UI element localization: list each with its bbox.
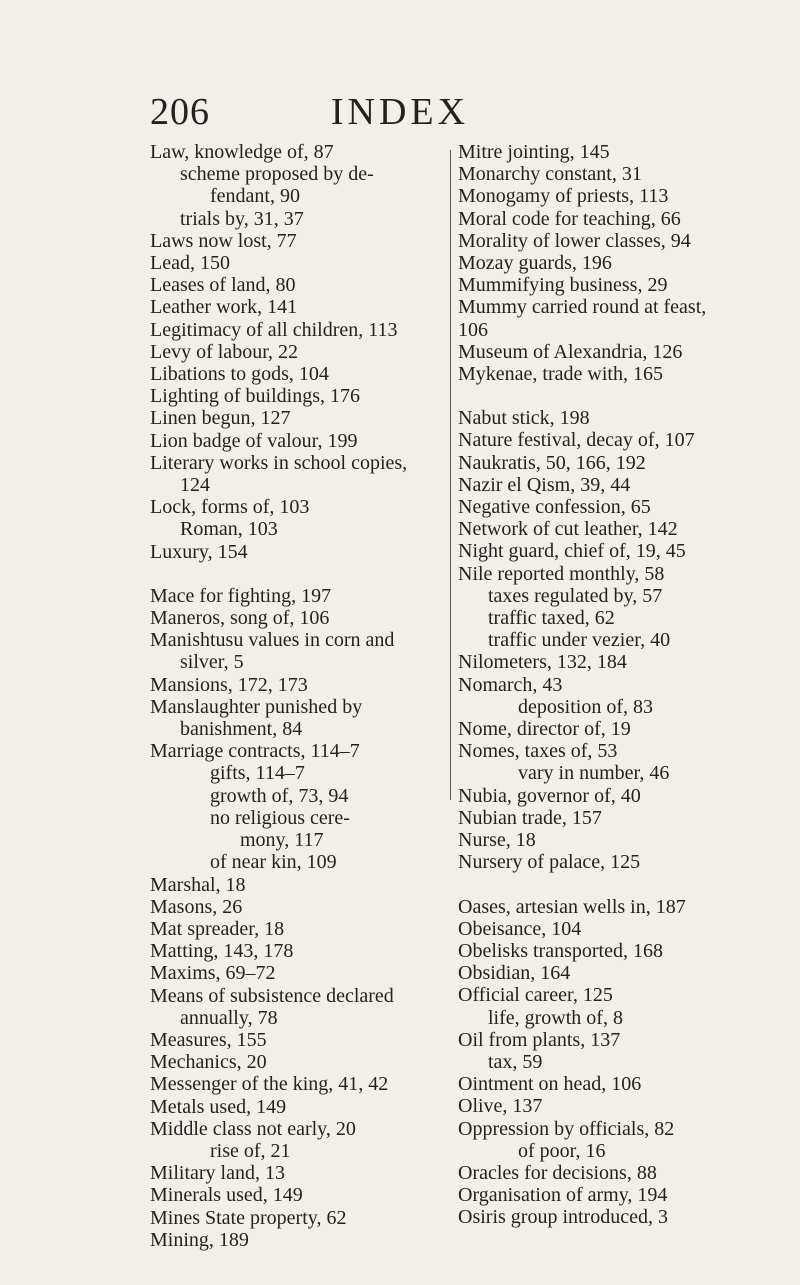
index-entry: Marshal, 18 xyxy=(150,873,246,896)
index-entry: Monogamy of priests, 113 xyxy=(458,185,669,208)
index-entry: Luxury, 154 xyxy=(150,540,248,563)
index-subentry: scheme proposed by de- xyxy=(180,163,374,186)
index-entry: Manslaughter punished by xyxy=(150,695,363,718)
index-entry: Nomes, taxes of, 53 xyxy=(458,740,618,763)
index-entry: Obeisance, 104 xyxy=(458,917,582,940)
index-entry: Law, knowledge of, 87 xyxy=(150,141,334,163)
index-entry: Mozay guards, 196 xyxy=(458,252,612,275)
index-subentry: vary in number, 46 xyxy=(518,762,670,785)
column-divider xyxy=(450,150,451,800)
index-entry: Nature festival, decay of, 107 xyxy=(458,429,695,452)
page-title: INDEX xyxy=(330,91,470,133)
index-continuation: silver, 5 xyxy=(180,651,244,674)
index-entry: Obelisks transported, 168 xyxy=(458,939,663,962)
index-entry: Morality of lower classes, 94 xyxy=(458,229,691,252)
index-entry: Lion badge of valour, 199 xyxy=(150,429,358,452)
index-entry: Linen begun, 127 xyxy=(150,407,291,430)
index-entry: Levy of labour, 22 xyxy=(150,340,299,363)
index-entry: Osiris group introduced, 3 xyxy=(458,1206,668,1229)
index-entry: Nurse, 18 xyxy=(458,829,536,852)
index-entry: Nile reported monthly, 58 xyxy=(458,562,665,585)
index-entry: Nursery of palace, 125 xyxy=(458,851,641,874)
index-continuation: annually, 78 xyxy=(180,1006,278,1029)
index-entry: Matting, 143, 178 xyxy=(150,940,294,963)
index-subentry: life, growth of, 8 xyxy=(488,1006,623,1029)
right-column xyxy=(458,141,758,1229)
index-subentry: Roman, 103 xyxy=(180,518,278,541)
index-entry: Literary works in school copies, xyxy=(150,451,408,474)
index-entry: Marriage contracts, 114–7 xyxy=(150,740,360,763)
index-entry: Mansions, 172, 173 xyxy=(150,673,308,696)
index-entry: Maxims, 69–72 xyxy=(150,962,276,985)
index-entry: Libations to gods, 104 xyxy=(150,363,329,386)
index-entry: Leather work, 141 xyxy=(150,296,298,319)
index-entry: Measures, 155 xyxy=(150,1028,267,1051)
index-entry: Minerals used, 149 xyxy=(150,1184,303,1207)
index-entry: Mechanics, 20 xyxy=(150,1051,267,1074)
index-entry: Legitimacy of all children, 113 xyxy=(150,318,398,341)
index-entry: Oases, artesian wells in, 187 xyxy=(458,895,686,918)
index-entry: Oracles for decisions, 88 xyxy=(458,1161,657,1184)
index-entry: Nabut stick, 198 xyxy=(458,407,590,430)
section-gap xyxy=(458,874,758,896)
index-entry: Means of subsistence declared xyxy=(150,984,394,1007)
index-entry: Mining, 189 xyxy=(150,1228,249,1251)
index-entry: Moral code for teaching, 66 xyxy=(458,207,681,230)
page-header xyxy=(0,80,800,133)
index-subentry: gifts, 114–7 xyxy=(210,762,305,785)
index-entry: Mykenae, trade with, 165 xyxy=(458,363,663,386)
left-column xyxy=(150,141,445,1251)
index-entry: Naukratis, 50, 166, 192 xyxy=(458,451,646,474)
index-entry: Oppression by officials, 82 xyxy=(458,1117,675,1140)
index-entry: Messenger of the king, 41, 42 xyxy=(150,1073,389,1096)
index-continuation: fendant, 90 xyxy=(210,185,300,208)
index-entry: Mat spreader, 18 xyxy=(150,917,285,940)
index-continuation: mony, 117 xyxy=(240,829,324,852)
index-entry: Leases of land, 80 xyxy=(150,274,296,297)
index-entry: Manishtusu values in corn and xyxy=(150,629,395,652)
index-entry: Maneros, song of, 106 xyxy=(150,607,330,630)
index-entry: Negative confession, 65 xyxy=(458,496,651,519)
index-entry: Mummy carried round at feast, xyxy=(458,296,707,319)
index-subentry: of near kin, 109 xyxy=(210,851,337,874)
index-continuation: banishment, 84 xyxy=(180,718,303,741)
index-entry: Organisation of army, 194 xyxy=(458,1184,668,1207)
index-entry: Nubian trade, 157 xyxy=(458,806,602,829)
index-entry: Middle class not early, 20 xyxy=(150,1117,356,1140)
index-entry: Nilometers, 132, 184 xyxy=(458,651,627,674)
index-entry: Mace for fighting, 197 xyxy=(150,584,332,607)
index-entry: Ointment on head, 106 xyxy=(458,1073,642,1096)
index-entry: Military land, 13 xyxy=(150,1162,285,1185)
index-continuation: 124 xyxy=(180,474,210,497)
index-entry: Nubia, governor of, 40 xyxy=(458,784,641,807)
index-subentry: tax, 59 xyxy=(488,1050,543,1073)
index-entry: Oil from plants, 137 xyxy=(458,1028,621,1051)
index-subentry: no religious cere- xyxy=(210,806,350,829)
index-entry: Nazir el Qism, 39, 44 xyxy=(458,473,631,496)
index-continuation: 106 xyxy=(458,318,488,341)
section-gap xyxy=(458,385,758,407)
index-subentry: taxes regulated by, 57 xyxy=(488,584,663,607)
section-gap xyxy=(150,563,445,585)
index-subentry: traffic taxed, 62 xyxy=(488,607,615,630)
index-entry: Monarchy constant, 31 xyxy=(458,163,642,186)
index-entry: Masons, 26 xyxy=(150,895,243,918)
index-entry: Lock, forms of, 103 xyxy=(150,496,310,519)
index-subentry: deposition of, 83 xyxy=(518,695,653,718)
page-number: 206 xyxy=(150,91,210,133)
index-entry: Official career, 125 xyxy=(458,984,613,1007)
index-entry: Metals used, 149 xyxy=(150,1095,287,1118)
index-entry: Nomarch, 43 xyxy=(458,673,563,696)
index-entry: Mitre jointing, 145 xyxy=(458,141,610,163)
index-subentry: traffic under vezier, 40 xyxy=(488,629,671,652)
index-subentry: of poor, 16 xyxy=(518,1139,606,1162)
index-entry: Olive, 137 xyxy=(458,1095,543,1118)
index-entry: Network of cut leather, 142 xyxy=(458,518,678,541)
index-entry: Night guard, chief of, 19, 45 xyxy=(458,540,686,563)
index-entry: Nome, director of, 19 xyxy=(458,718,631,741)
index-entry: Mines State property, 62 xyxy=(150,1206,347,1229)
index-entry: Mummifying business, 29 xyxy=(458,274,668,297)
index-entry: Museum of Alexandria, 126 xyxy=(458,340,683,363)
index-entry: Lead, 150 xyxy=(150,252,230,275)
index-entry: Lighting of buildings, 176 xyxy=(150,385,360,408)
index-subentry: trials by, 31, 37 xyxy=(180,207,304,230)
index-subentry: growth of, 73, 94 xyxy=(210,784,349,807)
index-entry: Laws now lost, 77 xyxy=(150,229,297,252)
index-subentry: rise of, 21 xyxy=(210,1139,291,1162)
index-entry: Obsidian, 164 xyxy=(458,962,571,985)
